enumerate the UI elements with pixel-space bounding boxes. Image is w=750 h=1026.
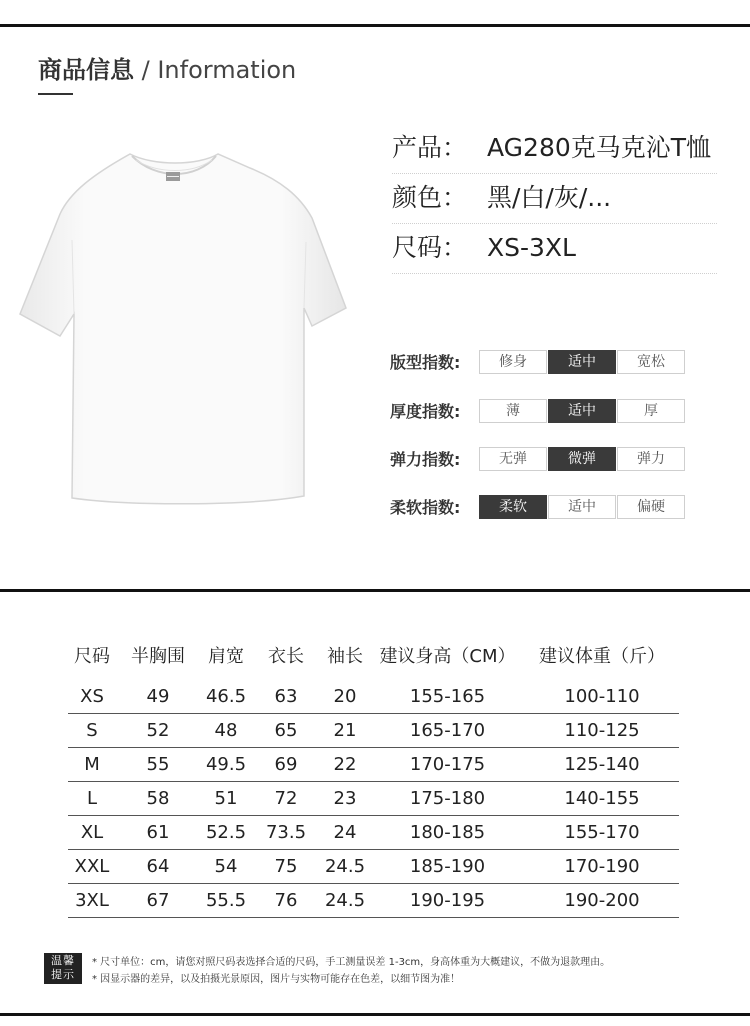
table-cell: XS	[68, 680, 116, 714]
table-cell: 125-140	[525, 748, 679, 782]
table-cell: XL	[68, 816, 116, 850]
table-cell: 170-175	[370, 748, 525, 782]
table-cell: 67	[116, 884, 200, 918]
tips-badge-line: 提示	[51, 968, 75, 981]
table-cell: 61	[116, 816, 200, 850]
table-row	[68, 748, 679, 782]
spec-color	[392, 173, 717, 224]
index-option: 修身	[479, 350, 547, 374]
spec-color-label: 颜色：	[392, 183, 468, 212]
table-cell: 190-195	[370, 884, 525, 918]
table-cell: 180-185	[370, 816, 525, 850]
table-cell: 140-155	[525, 782, 679, 816]
index-option: 适中	[548, 399, 616, 423]
table-cell: 65	[252, 714, 320, 748]
index-option: 薄	[479, 399, 547, 423]
table-cell: 49	[116, 680, 200, 714]
table-row	[68, 850, 679, 884]
index-option: 适中	[548, 350, 616, 374]
column-header: 袖长	[327, 646, 363, 667]
spec-size-value: XS-3XL	[487, 233, 576, 262]
table-row	[68, 816, 679, 850]
spec-size	[392, 223, 717, 274]
table-cell: L	[68, 782, 116, 816]
index-option: 适中	[548, 495, 616, 519]
table-cell: 100-110	[525, 680, 679, 714]
index-label: 弹力指数:	[390, 450, 461, 469]
size-table	[68, 638, 679, 918]
table-cell: 51	[200, 782, 252, 816]
table-cell: 21	[320, 714, 370, 748]
table-cell: 190-200	[525, 884, 679, 918]
table-row	[68, 680, 679, 714]
table-cell: 175-180	[370, 782, 525, 816]
table-cell: 170-190	[525, 850, 679, 884]
index-option: 无弹	[479, 447, 547, 471]
tips-note: * 因显示器的差异，以及拍摄光景原因，图片与实物可能存在色差，以细节图为准！	[92, 974, 461, 985]
index-label: 版型指数:	[390, 353, 461, 372]
table-cell: 69	[252, 748, 320, 782]
tips-badge	[44, 953, 82, 984]
index-option: 偏硬	[617, 495, 685, 519]
top-rule	[0, 24, 750, 27]
index-option: 弹力	[617, 447, 685, 471]
index-label: 厚度指数:	[390, 402, 461, 421]
table-cell: 155-165	[370, 680, 525, 714]
table-cell: 22	[320, 748, 370, 782]
section-title-en: Information	[157, 56, 297, 84]
section-title-cn: 商品信息	[38, 56, 134, 84]
table-cell: 165-170	[370, 714, 525, 748]
spec-product-label: 产品：	[392, 133, 468, 162]
table-cell: 46.5	[200, 680, 252, 714]
table-cell: 64	[116, 850, 200, 884]
table-cell: 23	[320, 782, 370, 816]
table-cell: 110-125	[525, 714, 679, 748]
spec-size-label: 尺码：	[392, 233, 468, 262]
section-title	[38, 50, 296, 85]
index-option: 宽松	[617, 350, 685, 374]
table-cell: 76	[252, 884, 320, 918]
table-cell: 24	[320, 816, 370, 850]
table-cell: 48	[200, 714, 252, 748]
table-cell: 58	[116, 782, 200, 816]
middle-rule	[0, 589, 750, 592]
column-header: 半胸围	[131, 646, 185, 667]
table-row	[68, 782, 679, 816]
table-cell: M	[68, 748, 116, 782]
table-cell: 49.5	[200, 748, 252, 782]
table-cell: 63	[252, 680, 320, 714]
column-header: 肩宽	[208, 646, 244, 667]
table-cell: 55.5	[200, 884, 252, 918]
table-cell: XXL	[68, 850, 116, 884]
column-header: 建议体重（斤）	[539, 646, 665, 667]
table-cell: 52.5	[200, 816, 252, 850]
table-cell: 155-170	[525, 816, 679, 850]
table-cell: S	[68, 714, 116, 748]
table-cell: 24.5	[320, 850, 370, 884]
index-option: 微弹	[548, 447, 616, 471]
tips-note: * 尺寸单位：cm，请您对照尺码表选择合适的尺码，手工测量误差 1-3cm，身高体重为大概建议，不做为退款理由。	[92, 957, 611, 968]
table-row	[68, 714, 679, 748]
table-cell: 72	[252, 782, 320, 816]
section-title-sep: /	[134, 56, 158, 84]
table-cell: 24.5	[320, 884, 370, 918]
size-table-header	[68, 638, 679, 680]
column-header: 衣长	[268, 646, 304, 667]
bottom-rule	[0, 1013, 750, 1016]
table-cell: 52	[116, 714, 200, 748]
table-cell: 20	[320, 680, 370, 714]
table-row	[68, 884, 679, 918]
spec-product-value: AG280克马克沁T恤	[487, 133, 712, 162]
spec-color-value: 黑/白/灰/...	[487, 183, 612, 212]
table-cell: 75	[252, 850, 320, 884]
spec-product	[392, 123, 717, 174]
table-cell: 73.5	[252, 816, 320, 850]
column-header: 建议身高（CM）	[379, 646, 516, 667]
table-cell: 3XL	[68, 884, 116, 918]
white-tshirt-image	[18, 140, 348, 510]
index-option: 厚	[617, 399, 685, 423]
index-option: 柔软	[479, 495, 547, 519]
table-cell: 55	[116, 748, 200, 782]
title-underline	[38, 93, 73, 95]
table-cell: 185-190	[370, 850, 525, 884]
column-header: 尺码	[74, 646, 110, 667]
index-label: 柔软指数:	[390, 498, 461, 517]
table-cell: 54	[200, 850, 252, 884]
tips-badge-line: 温馨	[51, 954, 75, 967]
